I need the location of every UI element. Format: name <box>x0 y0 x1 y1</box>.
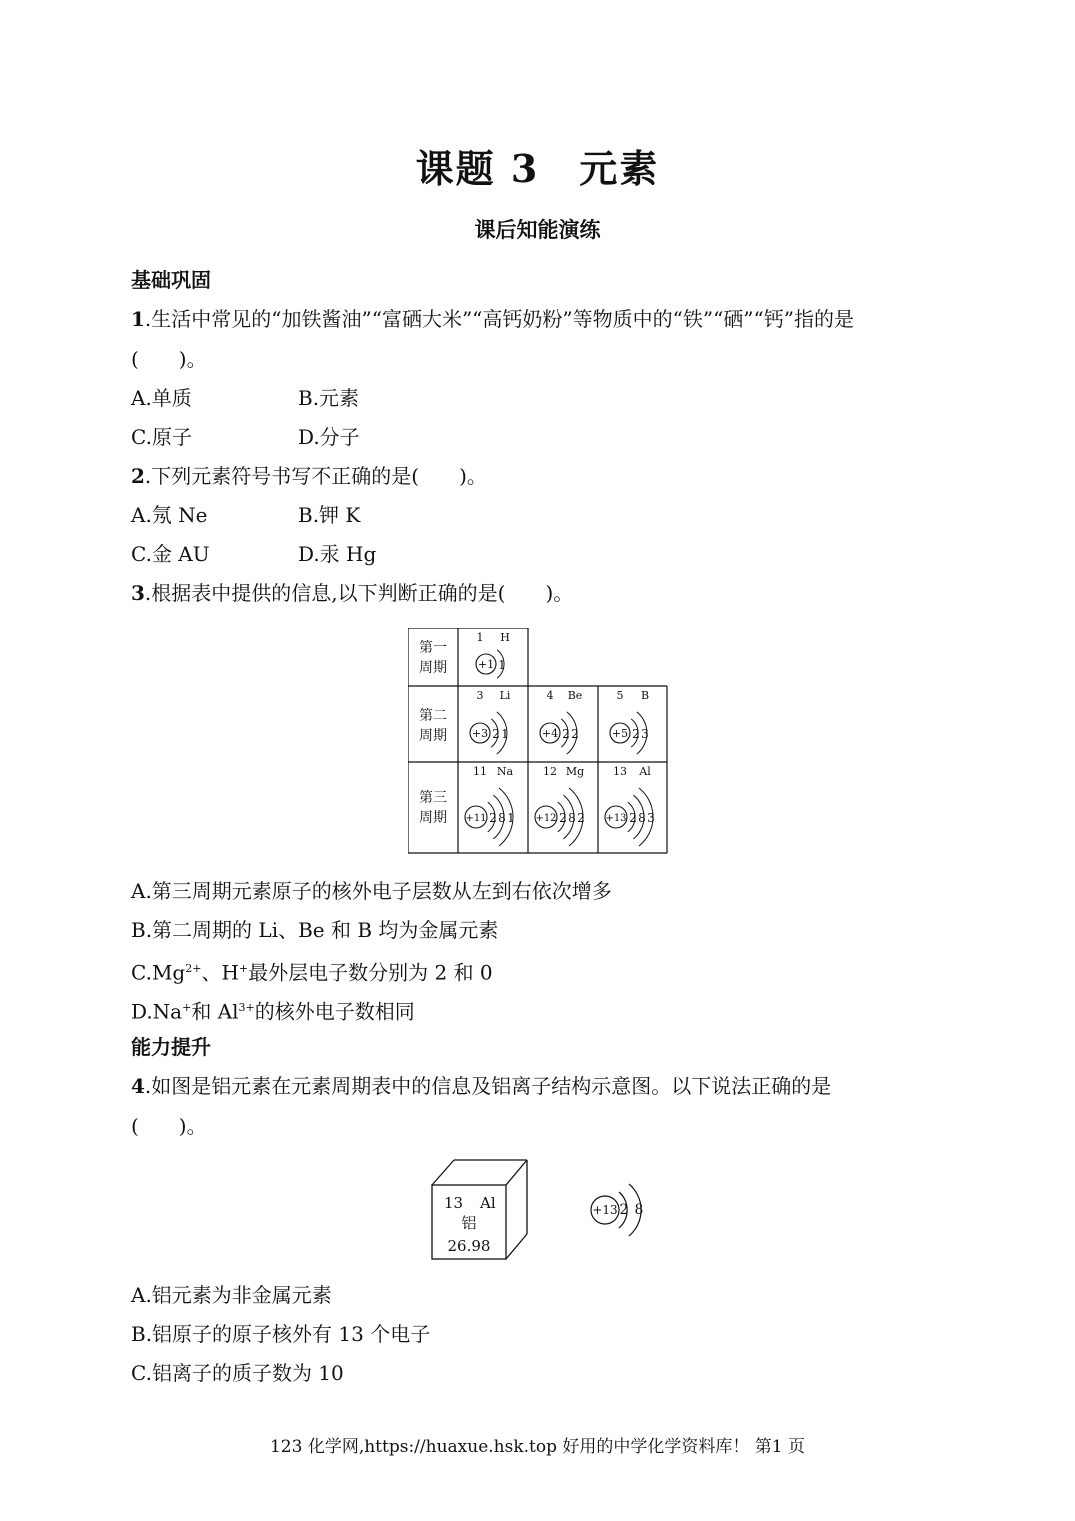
option-d: D.分子 <box>298 425 360 449</box>
element-number: 13 <box>444 1194 464 1212</box>
question-text: .根据表中提供的信息,以下判断正确的是( )。 <box>144 581 574 605</box>
question-2 <box>131 462 487 490</box>
page-title <box>0 138 1075 193</box>
option-b: B.元素 <box>298 386 360 410</box>
shell-electrons: 8 <box>498 811 506 825</box>
shell-electrons: 2 <box>559 811 567 825</box>
element-symbol: B <box>640 689 650 702</box>
question-4 <box>131 1072 831 1100</box>
option-b: B.铝原子的原子核外有 13 个电子 <box>131 1322 431 1346</box>
page-subtitle: 课后知能演练 <box>474 218 601 242</box>
option-row <box>131 423 360 451</box>
question-3 <box>131 579 573 607</box>
period-label: 周期 <box>419 660 447 676</box>
shell-electrons: 3 <box>647 811 655 825</box>
element-atom-diagram <box>610 689 649 754</box>
question-blank: ( )。 <box>131 347 207 371</box>
element-symbol: H <box>500 631 510 644</box>
shell-electrons: 2 <box>619 1202 629 1218</box>
element-symbol: Be <box>567 689 583 702</box>
aluminum-element-cell <box>430 1158 530 1262</box>
option-b: B.钾 K <box>298 503 361 527</box>
nucleus-charge: +13 <box>592 1203 618 1217</box>
option-a: A.第三周期元素原子的核外电子层数从左到右依次增多 <box>131 879 612 903</box>
section-advanced: 能力提升 <box>131 1035 211 1059</box>
period-label: 第一 <box>419 640 447 656</box>
question-number: 4 <box>131 1074 145 1098</box>
shell-electrons: 2 <box>492 727 500 741</box>
atomic-number: 4 <box>546 689 554 702</box>
option-b: B.第二周期的 Li、Be 和 B 均为金属元素 <box>131 918 499 942</box>
atomic-number: 3 <box>476 689 484 702</box>
shell-electrons: 2 <box>577 811 585 825</box>
shell-electrons: 8 <box>634 1202 644 1218</box>
shell-electrons: 8 <box>638 811 646 825</box>
element-symbol: Li <box>499 689 511 702</box>
shell-electrons: 2 <box>562 727 570 741</box>
shell-electrons: 8 <box>568 811 576 825</box>
element-symbol: Al <box>639 765 651 778</box>
atomic-number: 11 <box>473 765 487 778</box>
question-text: .下列元素符号书写不正确的是( )。 <box>144 464 487 488</box>
option-row <box>131 501 361 529</box>
element-name: 铝 <box>461 1214 477 1232</box>
shell-electrons: 1 <box>507 811 515 825</box>
element-symbol: Na <box>496 765 514 778</box>
nucleus-charge: +5 <box>611 727 629 740</box>
page-footer: 123 化学网,https://huaxue.hsk.top 好用的中学化学资料库！ 第1 页 <box>269 1437 806 1457</box>
nucleus-charge: +4 <box>541 727 559 740</box>
option-row <box>131 384 360 412</box>
option-a: A.铝元素为非金属元素 <box>131 1283 332 1307</box>
option-text: 、H <box>201 960 239 985</box>
section-basic: 基础巩固 <box>131 268 211 292</box>
nucleus-charge: +13 <box>605 813 627 824</box>
shell-electrons: 3 <box>641 727 649 741</box>
element-atom-diagram <box>535 765 585 846</box>
nucleus-charge: +1 <box>477 658 495 671</box>
shell-electrons: 2 <box>571 727 579 741</box>
period-label: 第二 <box>419 708 447 724</box>
shell-electrons: 2 <box>489 811 497 825</box>
title-part1: 课题 3 <box>415 146 540 191</box>
option-text: D.Na <box>131 999 183 1024</box>
shell-electrons: 2 <box>632 727 640 741</box>
period-label: 周期 <box>419 810 447 826</box>
atomic-mass: 26.98 <box>447 1237 491 1255</box>
charge-superscript: + <box>182 1001 192 1014</box>
atomic-number: 13 <box>613 765 627 778</box>
option-c <box>131 955 493 987</box>
charge-superscript: + <box>238 962 249 975</box>
option-d: D.汞 Hg <box>298 542 377 566</box>
element-atom-diagram <box>540 689 582 754</box>
option-c: C.金 AU <box>131 542 210 566</box>
question-number: 2 <box>131 464 145 488</box>
question-blank: ( )。 <box>131 1114 207 1138</box>
option-text: C.Mg <box>131 960 186 985</box>
element-atom-diagram <box>470 689 511 754</box>
element-symbol: Al <box>480 1194 496 1212</box>
element-symbol: Mg <box>565 765 585 778</box>
nucleus-charge: +11 <box>465 813 487 824</box>
periodic-table-figure <box>408 628 670 856</box>
shell-electrons: 1 <box>501 727 509 741</box>
question-number: 3 <box>131 581 145 605</box>
question-number: 1 <box>131 307 145 331</box>
shell-electrons: 2 <box>629 811 637 825</box>
element-atom-diagram <box>465 765 515 846</box>
option-c: C.铝离子的质子数为 10 <box>131 1361 344 1385</box>
option-d <box>131 994 415 1026</box>
option-text: 最外层电子数分别为 2 和 0 <box>248 960 493 985</box>
period-label: 第三 <box>419 790 447 806</box>
atomic-number: 12 <box>543 765 557 778</box>
option-text: 和 Al <box>191 999 239 1024</box>
element-atom-diagram <box>605 765 655 846</box>
question-text: .如图是铝元素在元素周期表中的信息及铝离子结构示意图。以下说法正确的是 <box>144 1074 832 1098</box>
question-1 <box>131 305 854 333</box>
option-text: 的核外电子数相同 <box>254 999 415 1024</box>
element-atom-diagram <box>476 631 510 678</box>
atomic-number: 5 <box>616 689 624 702</box>
option-c: C.原子 <box>131 425 192 449</box>
nucleus-charge: +3 <box>471 727 489 740</box>
nucleus-charge: +12 <box>535 813 557 824</box>
option-a: A.单质 <box>131 386 192 410</box>
charge-superscript: 3+ <box>238 1001 255 1014</box>
question-text: .生活中常见的“加铁酱油”“富硒大米”“高钙奶粉”等物质中的“铁”“硒”“钙”指的是 <box>144 307 854 331</box>
option-row <box>131 540 377 568</box>
option-a: A.氖 Ne <box>131 503 208 527</box>
aluminum-ion-diagram <box>585 1178 655 1242</box>
shell-electrons: 1 <box>498 658 506 672</box>
title-part2: 元素 <box>579 146 660 191</box>
charge-superscript: 2+ <box>185 962 202 975</box>
atomic-number: 1 <box>476 631 484 644</box>
period-label: 周期 <box>419 728 447 744</box>
